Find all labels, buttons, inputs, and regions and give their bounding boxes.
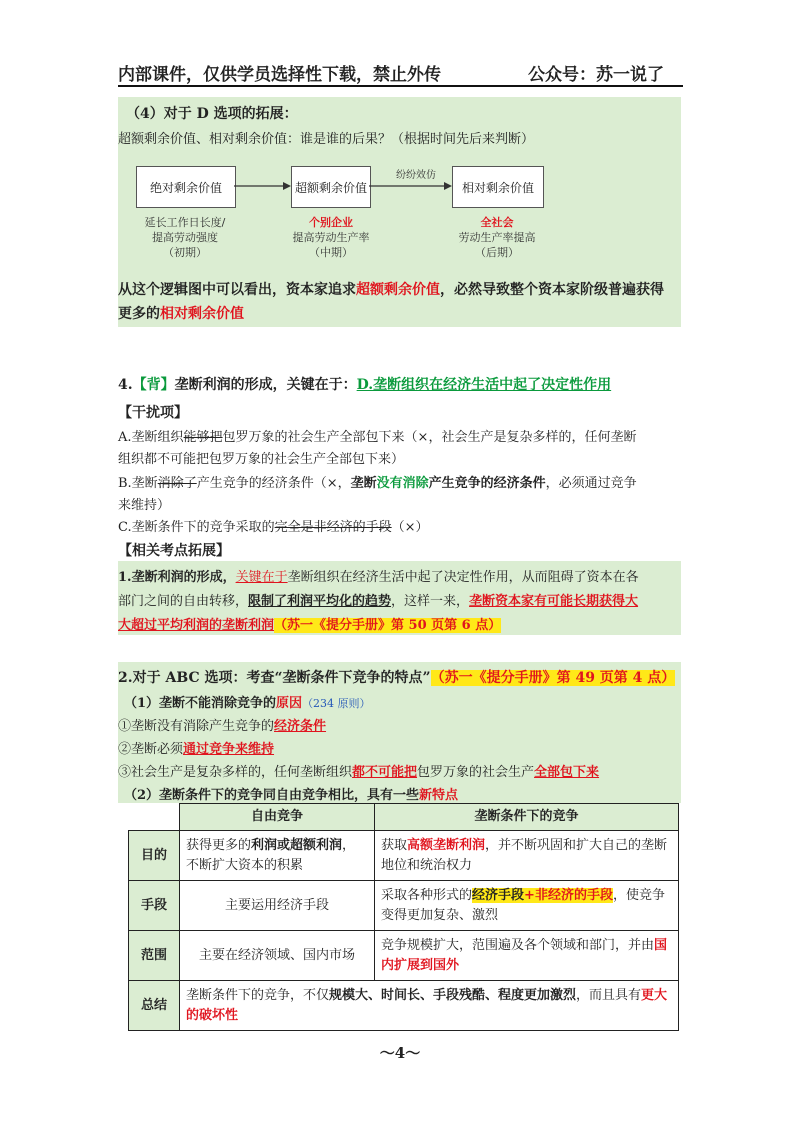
table-row xyxy=(129,931,679,981)
row-label-goal: 目的 xyxy=(129,831,180,881)
ext1-line1: 1.垄断利润的形成，关键在于垄断组织在经济生活中起了决定性作用，从而阻碍了资本在各 xyxy=(118,570,639,585)
d-conclusion-line1: 从这个逻辑图中可以看出，资本家追求超额剩余价值，必然导致整个资本家阶级普遍获得 xyxy=(118,282,664,298)
distractor-title: 【干扰项】 xyxy=(118,405,188,421)
caption-early: 延长工作日长度/ 提高劳动强度 （初期） xyxy=(144,216,226,259)
col-header-free: 自由竞争 xyxy=(180,804,375,831)
d-extension-title: （4）对于 D 选项的拓展： xyxy=(126,106,298,122)
q4-answer: D.垄断组织在经济生活中起了决定性作用 xyxy=(356,377,612,393)
row-label-scope: 范围 xyxy=(129,931,180,981)
reason-1: ①垄断没有消除产生竞争的经济条件 xyxy=(118,719,327,734)
row-label-summary: 总结 xyxy=(129,981,180,1031)
col-header-monopoly: 垄断条件下的竞争 xyxy=(375,804,679,831)
cell-goal-monopoly: 获取高额垄断利润，并不断巩固和扩大自己的垄断地位和统治权力 xyxy=(375,831,679,881)
ext1-line3: 大超过平均利润的垄断利润（苏一《提分手册》第 50 页第 6 点） xyxy=(118,618,502,633)
competition-comparison-table xyxy=(128,803,679,1031)
option-b-line2: 来维持） xyxy=(118,498,171,513)
cell-means-free: 主要运用经济手段 xyxy=(180,881,375,931)
table-row xyxy=(129,981,679,1031)
table-header-row xyxy=(129,804,679,831)
ext2-reference: （苏一《提分手册》第 49 页第 4 点） xyxy=(430,670,676,686)
option-a-line2: 组织都不可能把包罗万象的社会生产全部包下来） xyxy=(118,452,405,467)
cell-scope-monopoly: 竞争规模扩大，范围遍及各个领域和部门，并由国内扩展到国外 xyxy=(375,931,679,981)
reason-2: ②垄断必须通过竞争来维持 xyxy=(118,742,275,757)
header-left: 内部课件，仅供学员选择性下载，禁止外传 xyxy=(118,65,441,85)
header-divider xyxy=(118,85,683,87)
box-excess-surplus: 超额剩余价值 xyxy=(291,166,371,208)
header-right: 公众号：苏一说了 xyxy=(528,65,664,85)
extension-title: 【相关考点拓展】 xyxy=(118,543,230,559)
cell-scope-free: 主要在经济领域、国内市场 xyxy=(180,931,375,981)
row-label-means: 手段 xyxy=(129,881,180,931)
q4-stem: 4.【背】垄断利润的形成，关键在于：D.垄断组织在经济生活中起了决定性作用 xyxy=(118,377,612,393)
box-absolute-surplus: 绝对剩余价值 xyxy=(136,166,236,208)
sub2-title: （2）垄断条件下的竞争同自由竞争相比，具有一些新特点 xyxy=(124,788,459,803)
cell-goal-free: 获得更多的利润或超额利润，不断扩大资本的积累 xyxy=(180,831,375,881)
sub1-title: （1）垄断不能消除竞争的原因（234 原则） xyxy=(124,696,371,711)
caption-middle: 个别企业 提高劳动生产率 （中期） xyxy=(292,216,370,259)
caption-late: 全社会 劳动生产率提高 （后期） xyxy=(458,216,536,259)
ext1-line2: 部门之间的自由转移，限制了利润平均化的趋势，这样一来，垄断资本家有可能长期获得大 xyxy=(118,594,639,609)
arrow-label: 纷纷效仿 xyxy=(396,170,436,181)
table-row xyxy=(129,831,679,881)
cell-means-monopoly: 采取各种形式的经济手段+非经济的手段，使竞争变得更加复杂、激烈 xyxy=(375,881,679,931)
ext1-reference: （苏一《提分手册》第 50 页第 6 点） xyxy=(274,618,502,633)
page-number: ～4～ xyxy=(379,1044,421,1062)
table-row xyxy=(129,881,679,931)
option-a-line1: A.垄断组织能够把包罗万象的社会生产全部包下来（×，社会生产是复杂多样的，任何垄断 xyxy=(118,430,637,445)
ext2-title: 2.对于 ABC 选项：考查“垄断条件下竞争的特点”（苏一《提分手册》第 49 页第 4 点） xyxy=(118,670,676,686)
box-relative-surplus: 相对剩余价值 xyxy=(452,166,544,208)
d-conclusion-line2: 更多的相对剩余价值 xyxy=(118,306,244,322)
d-extension-question: 超额剩余价值、相对剩余价值：谁是谁的后果？（根据时间先后来判断） xyxy=(118,132,535,147)
option-b-line1: B.垄断消除了产生竞争的经济条件（×，垄断没有消除产生竞争的经济条件，必须通过竞争 xyxy=(118,476,637,491)
cell-summary: 垄断条件下的竞争，不仅规模大、时间长、手段残酷、程度更加激烈，而且具有更大的破坏性 xyxy=(180,981,679,1031)
option-c: C.垄断条件下的竞争采取的完全是非经济的手段（×） xyxy=(118,520,429,535)
reason-3: ③社会生产是复杂多样的，任何垄断组织都不可能把包罗万象的社会生产全部包下来 xyxy=(118,765,600,780)
